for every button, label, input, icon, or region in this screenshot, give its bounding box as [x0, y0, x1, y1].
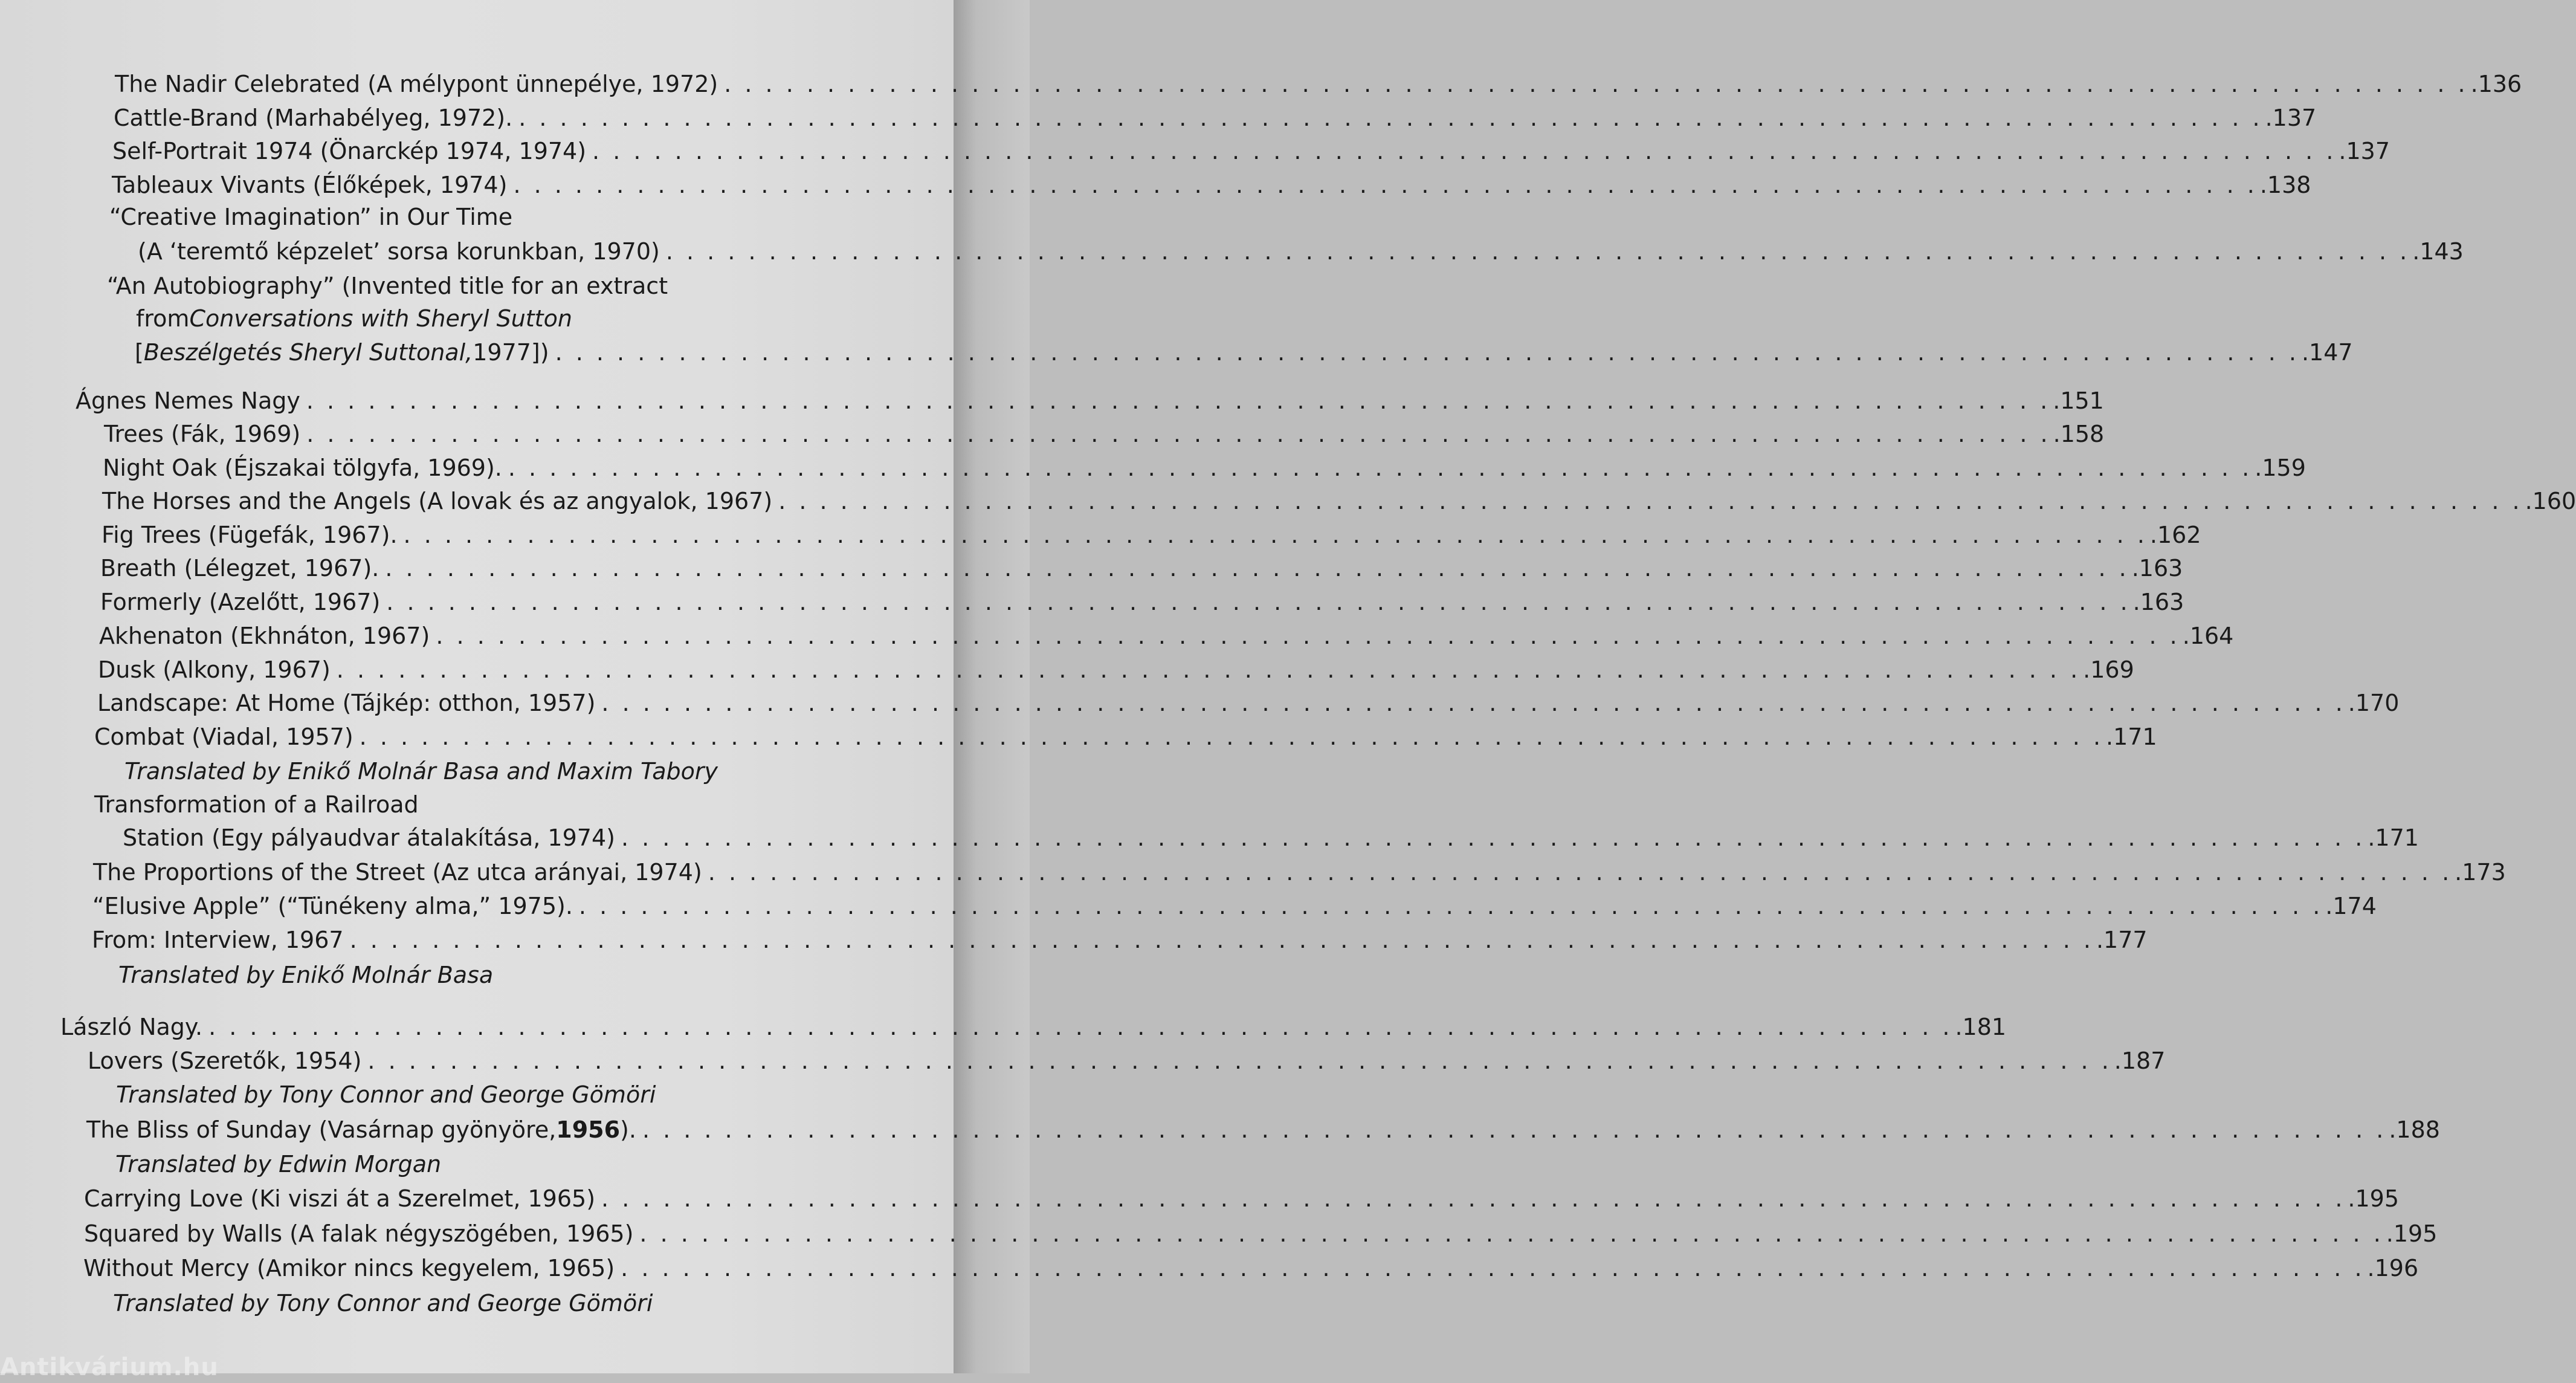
page-number: .151 — [2053, 387, 2104, 414]
toc-entry: Night Oak (Éjszakai tölgyfa, 1969). . . . . . . . . . . . . . . . . . . . . . . . . . . . . . . . . . . . . . . . . . . . . . . . . . . . . . . . . . . . . . . . . . . . . . . . . . . . . . . . . . . . . . .159 — [103, 455, 2306, 481]
dot-leader: . . . . . . . . . . . . . . . . . . . . . . . . . . . . . . . . . . . . . . . . . . . . . . . . . . . . . . . . . . . . . . . . . . . . . . . . . . . . . . . . . . . . . — [555, 339, 2299, 366]
page-number: .188 — [2389, 1116, 2440, 1143]
watermark-logo: Antikvárium.hu — [0, 1353, 219, 1381]
page-number: .170 — [2348, 690, 2400, 716]
page-number: .195 — [2348, 1185, 2400, 1212]
toc-entry: Breath (Lélegzet, 1967). . . . . . . . . . . . . . . . . . . . . . . . . . . . . . . . . . . . . . . . . . . . . . . . . . . . . . . . . . . . . . . . . . . . . . . . . . . . . . . . . . . . . . .163 — [100, 555, 2183, 581]
toc-entry: Without Mercy (Amikor nincs kegyelem, 1965) . . . . . . . . . . . . . . . . . . . . . . . . . . . . . . . . . . . . . . . . . . . . . . . . . . . . . . . . . . . . . . . . . . . . . . . . . . . . . . . . . . . . . .196 — [83, 1255, 2419, 1281]
translator-credit: Translated by Tony Connor and George Gömöri — [116, 1081, 656, 1108]
toc-entry-author: Ágnes Nemes Nagy . . . . . . . . . . . . . . . . . . . . . . . . . . . . . . . . . . . . . . . . . . . . . . . . . . . . . . . . . . . . . . . . . . . . . . . . . . . . . . . . . . . . . .151 — [76, 387, 2104, 414]
dot-leader: . . . . . . . . . . . . . . . . . . . . . . . . . . . . . . . . . . . . . . . . . . . . . . . . . . . . . . . . . . . . . . . . . . . . . . . . . . . . . . . . . . . . . — [601, 1185, 2346, 1212]
dot-leader: . . . . . . . . . . . . . . . . . . . . . . . . . . . . . . . . . . . . . . . . . . . . . . . . . . . . . . . . . . . . . . . . . . . . . . . . . . . . . . . . . . . . . — [665, 238, 2410, 265]
page-number: .171 — [2106, 724, 2157, 750]
page-number: .164 — [2182, 623, 2234, 649]
dot-leader: . . . . . . . . . . . . . . . . . . . . . . . . . . . . . . . . . . . . . . . . . . . . . . . . . . . . . . . . . . . . . . . . . . . . . . . . . . . . . . . . . . . . . — [359, 724, 2104, 750]
toc-entry: [ Beszélgetés Sheryl Suttonal, 1977]) . . . . . . . . . . . . . . . . . . . . . . . . . . . . . . . . . . . . . . . . . . . . . . . . . . . . . . . . . . . . . . . . . . . . . . . . . . . . . . . . . . . . . .147 — [135, 339, 2353, 366]
dot-leader: . . . . . . . . . . . . . . . . . . . . . . . . . . . . . . . . . . . . . . . . . . . . . . . . . . . . . . . . . . . . . . . . . . . . . . . . . . . . . . . . . . . . . — [778, 488, 2523, 514]
toc-entry: Fig Trees (Fügefák, 1967). . . . . . . . . . . . . . . . . . . . . . . . . . . . . . . . . . . . . . . . . . . . . . . . . . . . . . . . . . . . . . . . . . . . . . . . . . . . . . . . . . . . . . .162 — [102, 522, 2201, 548]
dot-leader: . . . . . . . . . . . . . . . . . . . . . . . . . . . . . . . . . . . . . . . . . . . . . . . . . . . . . . . . . . . . . . . . . . . . . . . . . . . . . . . . . . . . . — [518, 105, 2263, 131]
toc-entry: “An Autobiography” (Invented title for an extract — [107, 273, 668, 299]
dot-leader: . . . . . . . . . . . . . . . . . . . . . . . . . . . . . . . . . . . . . . . . . . . . . . . . . . . . . . . . . . . . . . . . . . . . . . . . . . . . . . . . . . . . . — [642, 1116, 2387, 1143]
toc-entry-author: László Nagy. . . . . . . . . . . . . . . . . . . . . . . . . . . . . . . . . . . . . . . . . . . . . . . . . . . . . . . . . . . . . . . . . . . . . . . . . . . . . . . . . . . . . . .181 — [60, 1014, 2007, 1040]
toc-entry: Landscape: At Home (Tájkép: otthon, 1957) . . . . . . . . . . . . . . . . . . . . . . . . . . . . . . . . . . . . . . . . . . . . . . . . . . . . . . . . . . . . . . . . . . . . . . . . . . . . . . . . . . . . . .170 — [97, 690, 2400, 716]
page-number: .195 — [2386, 1220, 2438, 1247]
dot-leader: . . . . . . . . . . . . . . . . . . . . . . . . . . . . . . . . . . . . . . . . . . . . . . . . . . . . . . . . . . . . . . . . . . . . . . . . . . . . . . . . . . . . . — [601, 690, 2346, 716]
page-number: .174 — [2325, 893, 2377, 919]
translator-credit: Translated by Enikő Molnár Basa and Maxim Tabory — [124, 758, 718, 785]
toc-entry: Formerly (Azelőtt, 1967) . . . . . . . . . . . . . . . . . . . . . . . . . . . . . . . . . . . . . . . . . . . . . . . . . . . . . . . . . . . . . . . . . . . . . . . . . . . . . . . . . . . . . .163 — [100, 589, 2184, 615]
toc-entry: (A ‘teremtő képzelet’ sorsa korunkban, 1970) . . . . . . . . . . . . . . . . . . . . . . . . . . . . . . . . . . . . . . . . . . . . . . . . . . . . . . . . . . . . . . . . . . . . . . . . . . . . . . . . . . . . . .143 — [138, 238, 2464, 265]
toc-entry: The Bliss of Sunday (Vasárnap gyönyöre, 1956 ). . . . . . . . . . . . . . . . . . . . . . . . . . . . . . . . . . . . . . . . . . . . . . . . . . . . . . . . . . . . . . . . . . . . . . . . . . . . . . . . . . . . . . .188 — [86, 1116, 2440, 1143]
toc-entry: The Nadir Celebrated (A mélypont ünnepélye, 1972) . . . . . . . . . . . . . . . . . . . . . . . . . . . . . . . . . . . . . . . . . . . . . . . . . . . . . . . . . . . . . . . . . . . . . . . . . . . . . . . . . . . . . .136 — [115, 71, 2522, 97]
toc-entry: Cattle-Brand (Marhabélyeg, 1972). . . . . . . . . . . . . . . . . . . . . . . . . . . . . . . . . . . . . . . . . . . . . . . . . . . . . . . . . . . . . . . . . . . . . . . . . . . . . . . . . . . . . . .137 — [114, 105, 2317, 131]
page-number: .187 — [2114, 1048, 2166, 1074]
toc-entry: Combat (Viadal, 1957) . . . . . . . . . . . . . . . . . . . . . . . . . . . . . . . . . . . . . . . . . . . . . . . . . . . . . . . . . . . . . . . . . . . . . . . . . . . . . . . . . . . . . .171 — [94, 724, 2157, 750]
dot-leader: . . . . . . . . . . . . . . . . . . . . . . . . . . . . . . . . . . . . . . . . . . . . . . . . . . . . . . . . . . . . . . . . . . . . . . . . . . . . . . . . . . . . . — [385, 555, 2129, 581]
dot-leader: . . . . . . . . . . . . . . . . . . . . . . . . . . . . . . . . . . . . . . . . . . . . . . . . . . . . . . . . . . . . . . . . . . . . . . . . . . . . . . . . . . . . . — [306, 387, 2051, 414]
toc-entry: Akhenaton (Ekhnáton, 1967) . . . . . . . . . . . . . . . . . . . . . . . . . . . . . . . . . . . . . . . . . . . . . . . . . . . . . . . . . . . . . . . . . . . . . . . . . . . . . . . . . . . . . .164 — [99, 623, 2234, 649]
toc-entry: Dusk (Alkony, 1967) . . . . . . . . . . . . . . . . . . . . . . . . . . . . . . . . . . . . . . . . . . . . . . . . . . . . . . . . . . . . . . . . . . . . . . . . . . . . . . . . . . . . . .169 — [98, 656, 2134, 683]
translator-credit: Translated by Tony Connor and George Gömöri — [113, 1290, 653, 1317]
dot-leader: . . . . . . . . . . . . . . . . . . . . . . . . . . . . . . . . . . . . . . . . . . . . . . . . . . . . . . . . . . . . . . . . . . . . . . . . . . . . . . . . . . . . . — [639, 1220, 2384, 1247]
dot-leader: . . . . . . . . . . . . . . . . . . . . . . . . . . . . . . . . . . . . . . . . . . . . . . . . . . . . . . . . . . . . . . . . . . . . . . . . . . . . . . . . . . . . . — [592, 138, 2337, 164]
page-number: .173 — [2455, 859, 2506, 886]
page-number: .138 — [2259, 172, 2311, 198]
page-number: .163 — [2132, 589, 2184, 615]
page-number: .181 — [1955, 1014, 2007, 1040]
dot-leader: . . . . . . . . . . . . . . . . . . . . . . . . . . . . . . . . . . . . . . . . . . . . . . . . . . . . . . . . . . . . . . . . . . . . . . . . . . . . . . . . . . . . . — [367, 1048, 2112, 1074]
page-number: .171 — [2368, 824, 2419, 851]
page-number: .158 — [2053, 421, 2105, 447]
page-number: .160 — [2525, 488, 2576, 514]
page-number: .137 — [2339, 138, 2390, 164]
dot-leader: . . . . . . . . . . . . . . . . . . . . . . . . . . . . . . . . . . . . . . . . . . . . . . . . . . . . . . . . . . . . . . . . . . . . . . . . . . . . . . . . . . . . . — [208, 1014, 1953, 1040]
toc-entry: Lovers (Szeretők, 1954) . . . . . . . . . . . . . . . . . . . . . . . . . . . . . . . . . . . . . . . . . . . . . . . . . . . . . . . . . . . . . . . . . . . . . . . . . . . . . . . . . . . . . .187 — [88, 1048, 2166, 1074]
dot-leader: . . . . . . . . . . . . . . . . . . . . . . . . . . . . . . . . . . . . . . . . . . . . . . . . . . . . . . . . . . . . . . . . . . . . . . . . . . . . . . . . . . . . . — [349, 927, 2094, 953]
toc-entry: The Proportions of the Street (Az utca arányai, 1974) . . . . . . . . . . . . . . . . . . . . . . . . . . . . . . . . . . . . . . . . . . . . . . . . . . . . . . . . . . . . . . . . . . . . . . . . . . . . . . . . . . . . . .173 — [93, 859, 2506, 886]
toc-entry: “Elusive Apple” (“Tünékeny alma,” 1975). . . . . . . . . . . . . . . . . . . . . . . . . . . . . . . . . . . . . . . . . . . . . . . . . . . . . . . . . . . . . . . . . . . . . . . . . . . . . . . . . . . . . . .174 — [92, 893, 2377, 919]
page-number: .163 — [2131, 555, 2183, 581]
dot-leader: . . . . . . . . . . . . . . . . . . . . . . . . . . . . . . . . . . . . . . . . . . . . . . . . . . . . . . . . . . . . . . . . . . . . . . . . . . . . . . . . . . . . . — [306, 421, 2051, 447]
page-number: .177 — [2096, 927, 2148, 953]
toc-entry: Squared by Walls (A falak négyszögében, 1965) . . . . . . . . . . . . . . . . . . . . . . . . . . . . . . . . . . . . . . . . . . . . . . . . . . . . . . . . . . . . . . . . . . . . . . . . . . . . . . . . . . . . . .195 — [84, 1220, 2438, 1247]
toc-entry: Transformation of a Railroad — [94, 791, 419, 818]
translator-credit: Translated by Enikő Molnár Basa — [118, 962, 494, 988]
page-number: .169 — [2083, 656, 2134, 683]
translator-credit: Translated by Edwin Morgan — [115, 1151, 442, 1177]
dot-leader: . . . . . . . . . . . . . . . . . . . . . . . . . . . . . . . . . . . . . . . . . . . . . . . . . . . . . . . . . . . . . . . . . . . . . . . . . . . . . . . . . . . . . — [724, 71, 2468, 97]
dot-leader: . . . . . . . . . . . . . . . . . . . . . . . . . . . . . . . . . . . . . . . . . . . . . . . . . . . . . . . . . . . . . . . . . . . . . . . . . . . . . . . . . . . . . — [436, 623, 2180, 649]
toc-entry: Trees (Fák, 1969) . . . . . . . . . . . . . . . . . . . . . . . . . . . . . . . . . . . . . . . . . . . . . . . . . . . . . . . . . . . . . . . . . . . . . . . . . . . . . . . . . . . . . .158 — [104, 421, 2105, 447]
page-number: .159 — [2255, 455, 2306, 481]
page-number: .147 — [2301, 339, 2353, 366]
dot-leader: . . . . . . . . . . . . . . . . . . . . . . . . . . . . . . . . . . . . . . . . . . . . . . . . . . . . . . . . . . . . . . . . . . . . . . . . . . . . . . . . . . . . . — [508, 455, 2253, 481]
toc-entry: from Conversations with Sheryl Sutton — [136, 305, 572, 332]
page-number: .137 — [2265, 105, 2317, 131]
page-number: .162 — [2149, 522, 2201, 548]
toc-entry: Carrying Love (Ki viszi át a Szerelmet, 1965) . . . . . . . . . . . . . . . . . . . . . . . . . . . . . . . . . . . . . . . . . . . . . . . . . . . . . . . . . . . . . . . . . . . . . . . . . . . . . . . . . . . . . .195 — [84, 1185, 2400, 1212]
dot-leader: . . . . . . . . . . . . . . . . . . . . . . . . . . . . . . . . . . . . . . . . . . . . . . . . . . . . . . . . . . . . . . . . . . . . . . . . . . . . . . . . . . . . . — [578, 893, 2323, 919]
dot-leader: . . . . . . . . . . . . . . . . . . . . . . . . . . . . . . . . . . . . . . . . . . . . . . . . . . . . . . . . . . . . . . . . . . . . . . . . . . . . . . . . . . . . . — [386, 589, 2131, 615]
page-number: .136 — [2470, 71, 2522, 97]
toc-entry: Tableaux Vivants (Élőképek, 1974) . . . . . . . . . . . . . . . . . . . . . . . . . . . . . . . . . . . . . . . . . . . . . . . . . . . . . . . . . . . . . . . . . . . . . . . . . . . . . . . . . . . . . .138 — [112, 172, 2311, 198]
page-number: .143 — [2412, 238, 2464, 265]
toc-entry: Self-Portrait 1974 (Önarckép 1974, 1974) . . . . . . . . . . . . . . . . . . . . . . . . . . . . . . . . . . . . . . . . . . . . . . . . . . . . . . . . . . . . . . . . . . . . . . . . . . . . . . . . . . . . . .137 — [112, 138, 2390, 164]
toc-entry: The Horses and the Angels (A lovak és az angyalok, 1967) . . . . . . . . . . . . . . . . . . . . . . . . . . . . . . . . . . . . . . . . . . . . . . . . . . . . . . . . . . . . . . . . . . . . . . . . . . . . . . . . . . . . . .160 — [102, 488, 2576, 514]
dot-leader: . . . . . . . . . . . . . . . . . . . . . . . . . . . . . . . . . . . . . . . . . . . . . . . . . . . . . . . . . . . . . . . . . . . . . . . . . . . . . . . . . . . . . — [336, 656, 2081, 683]
dot-leader: . . . . . . . . . . . . . . . . . . . . . . . . . . . . . . . . . . . . . . . . . . . . . . . . . . . . . . . . . . . . . . . . . . . . . . . . . . . . . . . . . . . . . — [708, 859, 2453, 886]
dot-leader: . . . . . . . . . . . . . . . . . . . . . . . . . . . . . . . . . . . . . . . . . . . . . . . . . . . . . . . . . . . . . . . . . . . . . . . . . . . . . . . . . . . . . — [403, 522, 2148, 548]
toc-entry: “Creative Imagination” in Our Time — [109, 204, 513, 230]
dot-leader: . . . . . . . . . . . . . . . . . . . . . . . . . . . . . . . . . . . . . . . . . . . . . . . . . . . . . . . . . . . . . . . . . . . . . . . . . . . . . . . . . . . . . — [621, 1255, 2365, 1281]
toc-entry: Station (Egy pályaudvar átalakítása, 1974) . . . . . . . . . . . . . . . . . . . . . . . . . . . . . . . . . . . . . . . . . . . . . . . . . . . . . . . . . . . . . . . . . . . . . . . . . . . . . . . . . . . . . .171 — [123, 824, 2419, 851]
dot-leader: . . . . . . . . . . . . . . . . . . . . . . . . . . . . . . . . . . . . . . . . . . . . . . . . . . . . . . . . . . . . . . . . . . . . . . . . . . . . . . . . . . . . . — [513, 172, 2258, 198]
toc-entry: From: Interview, 1967 . . . . . . . . . . . . . . . . . . . . . . . . . . . . . . . . . . . . . . . . . . . . . . . . . . . . . . . . . . . . . . . . . . . . . . . . . . . . . . . . . . . . . .177 — [92, 927, 2148, 953]
page-edge-shadow — [954, 0, 1030, 1373]
dot-leader: . . . . . . . . . . . . . . . . . . . . . . . . . . . . . . . . . . . . . . . . . . . . . . . . . . . . . . . . . . . . . . . . . . . . . . . . . . . . . . . . . . . . . — [621, 824, 2366, 851]
page-number: .196 — [2367, 1255, 2419, 1281]
